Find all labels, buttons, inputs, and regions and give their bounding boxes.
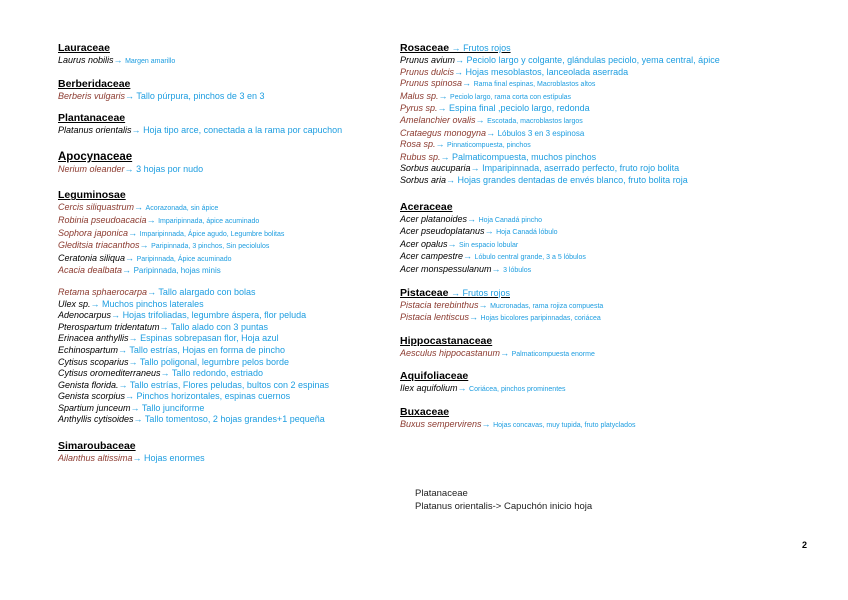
species-description: Tallo púrpura, pinchos de 3 en 3	[136, 90, 265, 101]
note-line-1: Platanaceae	[415, 488, 468, 499]
species-description: Hoja Canadá lóbulo	[496, 229, 558, 237]
species-description: Imparipinnada, ápice acuminado	[158, 217, 260, 225]
arrow-icon: →	[486, 127, 498, 138]
section-gap	[58, 426, 398, 440]
species-row	[58, 345, 398, 357]
family-heading	[58, 42, 398, 55]
arrow-icon: →	[125, 252, 137, 263]
species-description: Margen amarillo	[125, 58, 176, 65]
species-name: Prunus spinosa	[400, 78, 463, 89]
family-heading	[58, 189, 398, 202]
species-name: Cercis siliquastrum	[58, 202, 135, 213]
family-heading	[58, 151, 398, 164]
species-name: Ailanthus altissima	[58, 453, 133, 464]
species-name: Acer pseudoplatanus	[400, 226, 485, 237]
arrow-icon: →	[134, 202, 146, 213]
section-gap	[400, 325, 840, 335]
species-name: Pistacia lentiscus	[400, 312, 470, 323]
species-description: Tallo tomentoso, 2 hojas grandes+1 pequeña	[144, 414, 325, 425]
species-description: Peciolo largo, rama corta con estípulas	[450, 93, 572, 101]
species-name: Sorbus aria	[400, 174, 447, 185]
species-name: Sophora japonica	[58, 227, 129, 238]
family-heading	[58, 112, 398, 125]
section-gap	[58, 102, 398, 112]
species-description: Hojas mesoblastos, lanceolada aserrada	[465, 66, 629, 77]
arrow-icon: →	[478, 299, 491, 310]
species-row	[400, 214, 840, 227]
species-row	[400, 264, 840, 277]
species-description: Paripinnada, 3 pinchos, Sin peciolulos	[151, 243, 270, 251]
species-description: Hoja tipo arce, conectada a la rama por capuchon	[143, 125, 343, 136]
species-row	[400, 419, 840, 432]
species-name: Gleditsia triacanthos	[58, 240, 140, 251]
species-name: Ilex aquifolium	[400, 383, 458, 394]
species-name: Acer opalus	[400, 238, 448, 249]
arrow-icon: →	[139, 240, 152, 251]
species-name: Genista florida.	[58, 379, 119, 390]
arrow-icon: →	[125, 90, 137, 101]
family-heading	[400, 406, 840, 419]
family-heading	[400, 287, 840, 300]
species-row	[400, 55, 840, 67]
species-name: Prunus avium	[400, 55, 456, 65]
species-row	[400, 78, 840, 91]
species-description: Mucronadas, rama rojiza compuesta	[490, 302, 604, 310]
species-row	[400, 103, 840, 115]
species-name: Laurus nobilis	[58, 55, 114, 65]
species-name: Echinospartum	[58, 344, 119, 355]
species-description: Imparipinnada, aserrado perfecto, fruto rojo bolita	[482, 163, 680, 174]
section-gap	[400, 360, 840, 370]
family-note: Frutos rojos	[463, 43, 511, 53]
arrow-icon: →	[481, 418, 494, 429]
family-heading	[58, 440, 398, 453]
family-name: Apocynaceae	[58, 150, 133, 163]
species-row	[58, 240, 398, 253]
arrow-icon: →	[437, 103, 450, 114]
arrow-icon: →	[438, 90, 451, 101]
species-row	[58, 287, 398, 299]
arrow-icon: →	[125, 391, 137, 402]
species-row	[400, 152, 840, 164]
arrow-icon: →	[500, 347, 512, 358]
family-name: Leguminosae	[58, 189, 126, 202]
species-description: Tallo estrías, Flores peludas, bultos con 2 espinas	[129, 379, 329, 390]
species-description: Coriácea, pinchos prominentes	[469, 386, 566, 394]
species-row	[58, 55, 398, 68]
species-description: Hojas concavas, muy tupida, fruto platyclados	[493, 421, 636, 429]
family-heading	[58, 78, 398, 91]
species-row	[58, 215, 398, 228]
species-row	[58, 125, 398, 137]
species-row	[58, 253, 398, 266]
species-name: Rubus sp.	[400, 151, 441, 162]
arrow-icon: →	[448, 287, 463, 298]
family-name: Aquifoliaceae	[400, 370, 469, 383]
family-name: Rosaceae	[400, 42, 450, 54]
species-row	[400, 251, 840, 264]
species-name: Erinacea anthyllis	[58, 333, 129, 344]
arrow-icon: →	[463, 251, 475, 262]
species-description: Palmaticompuesta, muchos pinchos	[452, 151, 597, 162]
species-description: Hojas trifoliadas, legumbre áspera, flor peluda	[122, 310, 307, 321]
species-row	[400, 300, 840, 313]
arrow-icon: →	[124, 163, 137, 174]
family-name: Aceraceae	[400, 200, 453, 213]
arrow-icon: →	[159, 321, 171, 332]
arrow-icon: →	[462, 78, 474, 89]
species-description: Tallo poligonal, legumbre pelos borde	[139, 356, 289, 367]
arrow-icon: →	[146, 214, 159, 225]
species-name: Pyrus sp.	[400, 103, 438, 114]
species-row	[58, 368, 398, 380]
family-name: Hippocastanaceae	[400, 334, 493, 347]
species-row	[400, 128, 840, 140]
right-column	[400, 42, 840, 431]
page-number: 2	[802, 540, 808, 550]
species-description: 3 hojas por nudo	[136, 163, 204, 174]
arrow-icon: →	[475, 114, 488, 125]
species-row	[58, 333, 398, 345]
family-name: Pistaceae	[400, 286, 449, 299]
species-name: Retama sphaerocarpa	[58, 286, 148, 297]
species-name: Anthyllis cytisoides	[58, 414, 134, 425]
arrow-icon: →	[449, 43, 464, 53]
species-row	[58, 299, 398, 311]
species-name: Berberis vulgaris	[58, 90, 126, 101]
arrow-icon: →	[457, 383, 470, 394]
species-description: Paripinnada, Ápice acuminado	[136, 255, 232, 263]
species-row	[400, 139, 840, 152]
arrow-icon: →	[440, 151, 453, 162]
species-name: Ceratonia siliqua	[58, 252, 126, 263]
list-gap	[58, 277, 398, 287]
arrow-icon: →	[133, 414, 145, 425]
arrow-icon: →	[470, 163, 483, 174]
species-name: Rosa sp.	[400, 139, 436, 150]
species-description: Palmaticompuesta enorme	[511, 350, 595, 358]
species-name: Malus sp.	[400, 90, 439, 101]
family-heading	[400, 42, 840, 55]
species-description: Tallo alado con 3 puntas	[170, 321, 268, 332]
species-description: Imparipinnada, Ápice agudo, Legumbre bolitas	[139, 230, 285, 238]
species-description: Sin espacio lobular	[459, 241, 519, 249]
species-row	[58, 228, 398, 241]
species-row	[58, 403, 398, 415]
species-name: Amelanchier ovalis	[400, 114, 476, 125]
species-row	[58, 414, 398, 426]
species-description: Tallo alargado con bolas	[158, 286, 256, 297]
species-name: Adenocarpus	[58, 310, 112, 321]
arrow-icon: →	[90, 298, 103, 309]
arrow-icon: →	[469, 312, 481, 323]
arrow-icon: →	[113, 55, 126, 65]
arrow-icon: →	[467, 213, 479, 224]
species-name: Pistacia terebinthus	[400, 299, 479, 310]
species-description: Acorazonada, sin ápice	[145, 205, 219, 213]
family-heading	[400, 201, 840, 214]
arrow-icon: →	[160, 368, 172, 379]
arrow-icon: →	[147, 286, 159, 297]
arrow-icon: →	[128, 333, 141, 344]
arrow-icon: →	[128, 227, 140, 238]
species-name: Nerium oleander	[58, 163, 125, 174]
family-name: Simaroubaceae	[58, 440, 136, 453]
species-row	[58, 164, 398, 176]
section-gap	[58, 68, 398, 78]
species-name: Acer platanoides	[400, 213, 468, 224]
section-gap	[400, 396, 840, 406]
arrow-icon: →	[128, 356, 140, 367]
species-description: Rama final espinas, Macroblastos altos	[473, 81, 596, 89]
species-name: Cytisus oromediterraneus	[58, 368, 161, 379]
species-name: Acer campestre	[400, 251, 464, 262]
species-name: Pterospartum tridentatum	[58, 321, 160, 332]
section-gap	[400, 187, 840, 201]
arrow-icon: →	[130, 402, 142, 413]
left-column	[58, 42, 398, 465]
species-row	[400, 115, 840, 128]
species-row	[400, 348, 840, 361]
species-description: Hojas bicolores paripinnadas, coriácea	[480, 315, 601, 323]
species-row	[58, 202, 398, 215]
species-description: Tallo redondo, estriado	[171, 368, 263, 379]
species-description: Tallo junciforme	[141, 402, 205, 413]
arrow-icon: →	[118, 379, 130, 390]
species-description: Lóbulo central grande, 3 a 5 lóbulos	[474, 254, 586, 262]
species-row	[400, 67, 840, 79]
species-row	[400, 383, 840, 396]
species-description: Paripinnada, hojas minis	[133, 266, 221, 276]
note-line-2: Platanus orientalis-> Capuchón inicio hoja	[415, 501, 593, 512]
section-gap	[58, 175, 398, 189]
species-name: Ulex sp.	[58, 298, 91, 309]
species-row	[58, 322, 398, 334]
species-name: Acacia dealbata	[58, 265, 123, 276]
family-heading	[400, 370, 840, 383]
arrow-icon: →	[455, 55, 467, 65]
species-description: Espina final ,peciolo largo, redonda	[449, 103, 590, 114]
species-description: Hojas grandes dentadas de envés blanco, fruto bolita roja	[457, 174, 688, 185]
species-name: Prunus dulcis	[400, 66, 455, 77]
arrow-icon: →	[435, 139, 448, 150]
family-name: Plantanaceae	[58, 112, 126, 125]
species-description: Pinchos horizontales, espinas cuernos	[136, 391, 291, 402]
species-row	[400, 175, 840, 187]
species-description: Hoja Canadá pincho	[478, 216, 542, 224]
species-name: Sorbus aucuparia	[400, 163, 471, 174]
species-name: Cytisus scoparius	[58, 356, 129, 367]
species-row	[400, 239, 840, 252]
species-name: Buxus sempervirens	[400, 418, 482, 429]
species-row	[400, 91, 840, 104]
arrow-icon: →	[132, 453, 145, 464]
family-name: Lauraceae	[58, 42, 110, 54]
species-description: Escotada, macroblastos largos	[487, 117, 583, 125]
species-row	[58, 391, 398, 403]
species-description: Espinas sobrepasan flor, Hoja azul	[140, 333, 279, 344]
family-name: Buxaceae	[400, 405, 450, 418]
species-description: Muchos pinchos laterales	[102, 298, 204, 309]
species-name: Platanus orientalis	[58, 125, 132, 136]
species-row	[58, 453, 398, 465]
platanaceae-note	[415, 487, 592, 513]
species-row	[58, 310, 398, 322]
species-description: Tallo estrías, Hojas en forma de pincho	[129, 344, 285, 355]
arrow-icon: →	[131, 125, 144, 136]
species-row	[58, 91, 398, 103]
species-description: Pinnaticompuesta, pinchos	[447, 142, 531, 150]
species-row	[400, 163, 840, 175]
family-name: Berberidaceae	[58, 77, 131, 90]
species-name: Crataegus monogyna	[400, 127, 487, 138]
species-name: Acer monspessulanum	[400, 263, 492, 274]
section-gap	[58, 137, 398, 151]
species-row	[58, 380, 398, 392]
species-name: Genista scorpius	[58, 391, 126, 402]
arrow-icon: →	[122, 265, 134, 276]
species-description: Peciolo largo y colgante, glándulas peciolo, yema central, ápice	[466, 55, 720, 65]
species-name: Robinia pseudoacacia	[58, 214, 147, 225]
arrow-icon: →	[118, 344, 130, 355]
arrow-icon: →	[491, 263, 504, 274]
arrow-icon: →	[484, 226, 497, 237]
species-row	[58, 265, 398, 277]
species-row	[58, 357, 398, 369]
species-description: Lóbulos 3 en 3 espinosa	[497, 128, 585, 138]
family-heading	[400, 335, 840, 348]
species-row	[400, 226, 840, 239]
section-gap	[400, 277, 840, 287]
species-name: Spartium junceum	[58, 402, 131, 413]
family-note: Frutos rojos	[462, 287, 510, 298]
arrow-icon: →	[447, 238, 460, 249]
species-name: Aesculus hippocastanum	[400, 347, 501, 358]
species-description: 3 lóbulos	[503, 266, 532, 274]
arrow-icon: →	[454, 66, 466, 77]
species-row	[400, 312, 840, 325]
arrow-icon: →	[446, 174, 458, 185]
arrow-icon: →	[111, 310, 123, 321]
species-description: Hojas enormes	[144, 453, 205, 464]
